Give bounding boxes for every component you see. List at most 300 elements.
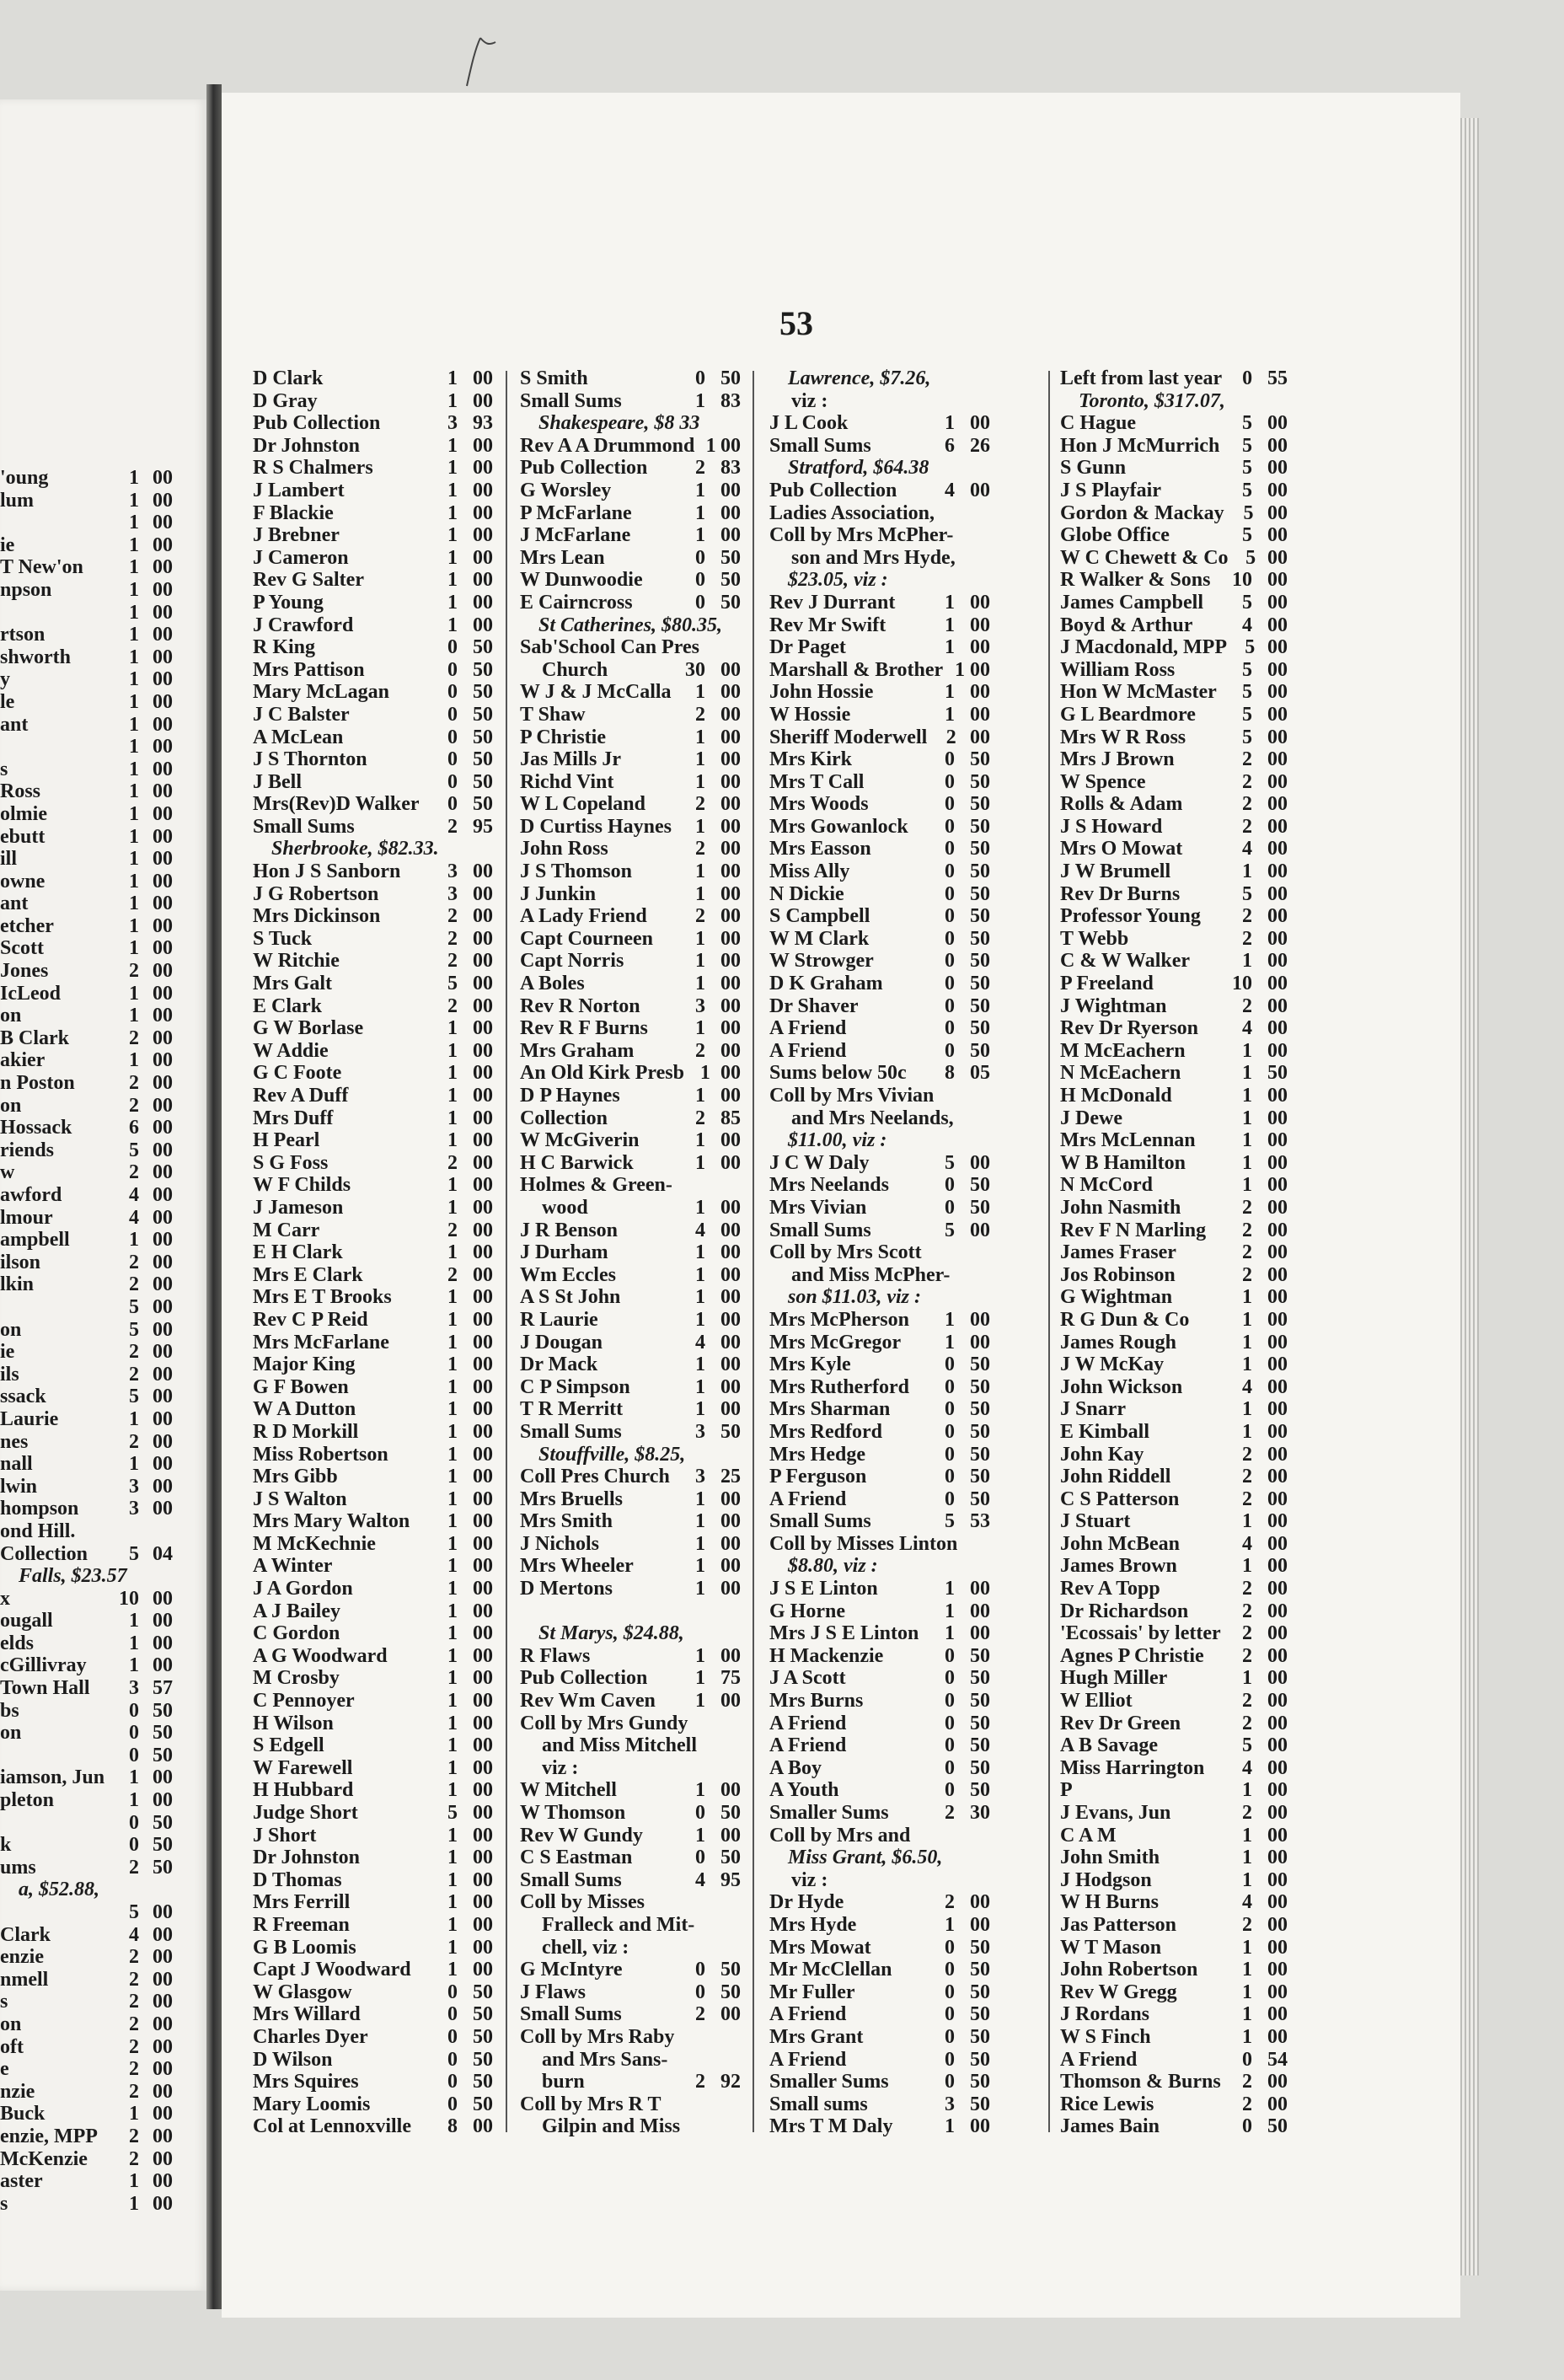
entry-dollars: 2	[1242, 994, 1252, 1017]
list-item	[1060, 1555, 1288, 1578]
entry-name: lkin	[0, 1273, 35, 1296]
entry-cents: 00	[473, 1959, 493, 1981]
entry-cents	[705, 2049, 741, 2072]
entry-cents: 00	[153, 2125, 173, 2147]
list-item	[520, 614, 741, 637]
entry-cents: 00	[720, 1824, 741, 1847]
list-item	[1060, 1466, 1288, 1488]
list-item	[520, 1645, 741, 1668]
list-item	[1060, 681, 1288, 704]
list-item	[1060, 1421, 1288, 1444]
list-item	[520, 1085, 741, 1107]
entry-cents: 00	[720, 681, 741, 704]
list-item	[520, 390, 741, 413]
entry-dollars	[924, 1286, 955, 1309]
list-item	[253, 1891, 493, 1914]
list-item	[769, 973, 990, 995]
entry-dollars: 0	[1242, 2115, 1252, 2138]
entry-name: Mrs O Mowat	[1060, 838, 1183, 860]
list-item	[253, 1129, 493, 1152]
entry-name: Coll by Mrs Vivian	[769, 1085, 935, 1107]
entry-cents: 00	[720, 973, 741, 995]
entry-name: ssack	[0, 1386, 46, 1408]
entry-cents: 50	[473, 658, 493, 681]
entry-dollars	[439, 838, 464, 860]
entry-cents	[708, 2115, 741, 2138]
entry-cents: 00	[473, 1398, 493, 1421]
entry-cents: 50	[970, 2071, 990, 2093]
list-item	[1060, 2093, 1288, 2116]
entry-name: Mrs Burns	[769, 1690, 864, 1713]
entry-cents: 00	[720, 927, 741, 950]
entry-dollars: 0	[945, 1174, 955, 1197]
entry-dollars: 1	[447, 524, 458, 547]
entry-name: s	[0, 2192, 8, 2215]
entry-name: W A Dutton	[253, 1398, 356, 1421]
entry-name: and Mrs Neelands,	[791, 1107, 954, 1129]
entry-name: Rev C P Reid	[253, 1308, 368, 1331]
entry-name: Rev Dr Ryerson	[1060, 1017, 1199, 1040]
entry-name: W Dunwoodie	[520, 569, 643, 592]
entry-cents: 00	[473, 927, 493, 950]
entry-name: Charles Dyer	[253, 2025, 368, 2048]
entry-dollars: 0	[447, 2048, 458, 2071]
entry-cents: 00	[473, 973, 493, 995]
entry-dollars: 1	[1242, 1129, 1252, 1152]
entry-cents: 00	[473, 479, 493, 501]
entry-dollars: 0	[695, 1959, 705, 1981]
list-item	[769, 412, 990, 435]
list-item	[769, 1376, 990, 1399]
entry-dollars: 5	[129, 1295, 139, 1318]
entry-cents: 50	[970, 2093, 990, 2115]
list-item	[1060, 1129, 1288, 1152]
entry-cents: 00	[1267, 412, 1288, 435]
entry-name: Hossack	[0, 1117, 72, 1139]
list-item	[253, 838, 493, 860]
entry-name: N McCord	[1060, 1174, 1153, 1197]
entry-dollars	[934, 1085, 960, 1107]
entry-dollars: 2	[1242, 1263, 1252, 1286]
entry-cents: 04	[153, 1542, 173, 1565]
entry-name: Dr Richardson	[1060, 1600, 1189, 1622]
entry-name: D Curtiss Haynes	[520, 815, 672, 838]
entry-name: W Hossie	[769, 703, 851, 726]
entry-name: J Hodgson	[1060, 1868, 1152, 1891]
entry-name: Mrs McPherson	[769, 1308, 909, 1331]
entry-dollars: 1	[447, 1085, 458, 1107]
entry-dollars: 4	[945, 479, 955, 501]
entry-name: A Youth	[769, 1779, 839, 1802]
entry-cents: 50	[720, 1802, 741, 1824]
list-item	[520, 524, 741, 547]
entry-dollars: 1	[447, 1308, 458, 1331]
entry-cents: 50	[720, 1959, 741, 1981]
entry-name: J S E Linton	[769, 1578, 878, 1600]
entry-name: chell, viz :	[542, 1936, 629, 1959]
list-item	[520, 726, 741, 749]
entry-name: Ross	[0, 780, 41, 803]
entry-name: St Marys, $24.88,	[538, 1622, 684, 1645]
entry-cents	[972, 1533, 990, 1556]
entry-name: Mrs T M Daly	[769, 2115, 893, 2138]
entry-cents: 00	[1267, 1375, 1288, 1398]
entry-name: Mr McClellan	[769, 1959, 892, 1981]
entry-name: T Webb	[1060, 927, 1129, 950]
entry-name: pleton	[0, 1789, 55, 1812]
entry-dollars: 4	[1242, 1532, 1252, 1555]
entry-cents: 00	[1267, 1308, 1288, 1331]
entry-dollars	[924, 1869, 955, 1892]
entry-cents: 00	[1267, 1891, 1288, 1914]
entry-dollars: 1	[695, 389, 705, 412]
page-edges	[1460, 118, 1479, 2275]
entry-cents: 00	[153, 690, 173, 713]
entry-dollars: 1	[954, 658, 965, 681]
entry-cents: 00	[1267, 1466, 1288, 1488]
entry-cents	[960, 1085, 990, 1107]
entry-name: on	[0, 1094, 22, 1117]
entry-name: S Smith	[520, 367, 588, 389]
list-item	[253, 1847, 493, 1869]
entry-dollars: 2	[945, 726, 956, 748]
entry-cents: 00	[153, 2080, 173, 2103]
entry-dollars: 1	[447, 1600, 458, 1622]
entry-cents: 00	[473, 882, 493, 905]
entry-cents: 00	[720, 434, 741, 457]
left-page-column	[0, 467, 173, 2215]
list-item	[769, 1981, 990, 2004]
entry-cents: 00	[473, 1017, 493, 1040]
entry-dollars: 2	[695, 1039, 705, 1062]
entry-dollars: 1	[129, 489, 139, 512]
entry-dollars	[929, 457, 957, 480]
page-number: 53	[779, 304, 813, 342]
entry-cents: 00	[473, 1868, 493, 1891]
entry-dollars: 2	[1242, 1466, 1252, 1488]
list-item	[0, 1901, 173, 1924]
entry-name: G C Foote	[253, 1062, 342, 1085]
list-item	[0, 1341, 173, 1364]
entry-cents: 00	[153, 937, 173, 960]
entry-name: ie	[0, 533, 15, 556]
entry-name: Small Sums	[769, 434, 871, 457]
list-item	[520, 1107, 741, 1130]
entry-name: R S Chalmers	[253, 457, 373, 480]
entry-name: bs	[0, 1699, 19, 1722]
list-item	[0, 1520, 173, 1543]
list-item	[1060, 995, 1288, 1018]
entry-dollars: 2	[447, 994, 458, 1017]
entry-name: Collection	[520, 1107, 608, 1129]
list-item	[1060, 1197, 1288, 1219]
entry-dollars	[956, 547, 972, 570]
entry-cents: 00	[153, 1587, 173, 1610]
entry-dollars	[680, 2115, 708, 2138]
entry-cents: 50	[970, 1734, 990, 1757]
list-item	[1060, 905, 1288, 928]
list-item	[769, 524, 990, 547]
entry-cents: 00	[153, 1229, 173, 1252]
entry-cents: 00	[720, 1219, 741, 1241]
list-item	[769, 883, 990, 906]
entry-name: Mrs Duff	[253, 1107, 334, 1129]
entry-name: P McFarlane	[520, 501, 632, 524]
entry-cents	[968, 1264, 990, 1287]
list-item	[769, 1241, 990, 1264]
entry-cents: 00	[153, 870, 173, 892]
entry-dollars: 4	[129, 1184, 139, 1206]
list-item	[1060, 2003, 1288, 2026]
entry-dollars: 2	[945, 1802, 955, 1824]
entry-name: P Christie	[520, 726, 606, 748]
entry-cents	[705, 2026, 741, 2049]
list-item	[520, 502, 741, 525]
entry-dollars: 1	[695, 815, 705, 838]
entry-name: R King	[253, 636, 316, 659]
entry-name: Hon J McMurrich	[1060, 434, 1220, 457]
entry-name: W H Burns	[1060, 1891, 1159, 1914]
entry-dollars: 0	[447, 1981, 458, 2003]
list-item	[520, 950, 741, 973]
entry-dollars: 2	[447, 905, 458, 928]
entry-cents: 00	[1267, 1017, 1288, 1040]
entry-cents	[955, 1825, 990, 1847]
entry-name: Pub Collection	[253, 412, 381, 435]
entry-name: awford	[0, 1184, 62, 1206]
entry-dollars: 1	[695, 748, 705, 771]
entry-cents: 50	[970, 1039, 990, 1062]
list-item	[1060, 1398, 1288, 1421]
entry-cents: 00	[1267, 748, 1288, 771]
list-item	[0, 1364, 173, 1386]
entry-cents: 00	[720, 1398, 741, 1421]
list-item	[769, 1690, 990, 1713]
entry-cents: 00	[970, 1151, 990, 1174]
entry-cents: 50	[970, 2025, 990, 2048]
entry-dollars: 5	[945, 1219, 955, 1241]
list-item	[0, 2193, 173, 2216]
entry-cents: 50	[720, 1981, 741, 2003]
entry-name: J Brebner	[253, 524, 340, 547]
entry-cents: 00	[970, 681, 990, 704]
entry-dollars: 3	[695, 1420, 705, 1443]
list-item	[0, 2081, 173, 2104]
entry-cents: 00	[1267, 1174, 1288, 1197]
entry-cents: 00	[473, 1308, 493, 1331]
list-item	[769, 2003, 990, 2026]
entry-name: T Shaw	[520, 703, 586, 726]
entry-name: H Hubbard	[253, 1779, 354, 1802]
entry-dollars: 2	[129, 1072, 139, 1095]
list-item	[0, 1677, 173, 1700]
entry-cents: 00	[153, 1407, 173, 1430]
entry-name: Mrs Grant	[769, 2025, 864, 2048]
list-item	[1060, 1085, 1288, 1107]
entry-dollars: 1	[695, 1085, 705, 1107]
list-item	[0, 2013, 173, 2036]
list-item	[520, 1847, 741, 1869]
entry-cents: 00	[1267, 927, 1288, 950]
entry-cents: 50	[970, 815, 990, 838]
entry-name: C Pennoyer	[253, 1690, 355, 1713]
entry-cents: 00	[153, 2147, 173, 2170]
list-item	[253, 1398, 493, 1421]
entry-dollars: 0	[695, 1981, 705, 2003]
entry-dollars: 2	[129, 1430, 139, 1453]
entry-dollars: 2	[129, 2147, 139, 2170]
entry-dollars: 1	[695, 1644, 705, 1667]
entry-name: and Miss McPher-	[791, 1263, 951, 1286]
entry-name: John Nasmith	[1060, 1196, 1181, 1219]
list-item	[1060, 1914, 1288, 1937]
entry-dollars: 1	[129, 1610, 139, 1632]
list-item	[520, 1713, 741, 1735]
entry-cents: 00	[1267, 882, 1288, 905]
entry-dollars: 1	[695, 1375, 705, 1398]
list-item	[1060, 1241, 1288, 1264]
list-item	[253, 2026, 493, 2049]
entry-dollars: 2	[1242, 1443, 1252, 1466]
entry-name	[0, 1745, 114, 1767]
entry-name: W L Copeland	[520, 793, 645, 816]
entry-dollars: 2	[695, 1107, 705, 1129]
entry-name: Mrs Kirk	[769, 748, 852, 771]
list-item	[769, 614, 990, 637]
list-item	[0, 2125, 173, 2148]
entry-dollars: 10	[119, 1587, 139, 1610]
entry-name: P Freeland	[1060, 973, 1154, 995]
entry-name: W Strowger	[769, 950, 874, 973]
entry-name: Mrs J S E Linton	[769, 1622, 919, 1645]
entry-name: J Wightman	[1060, 994, 1167, 1017]
list-item	[520, 1488, 741, 1511]
entry-name: Capt Norris	[520, 950, 624, 973]
entry-dollars: 1	[695, 1286, 705, 1309]
entry-name: C S Patterson	[1060, 1488, 1180, 1510]
entry-cents: 50	[970, 1353, 990, 1376]
entry-dollars: 0	[945, 793, 955, 816]
entry-dollars: 2	[447, 927, 458, 950]
list-item	[253, 1332, 493, 1354]
entry-dollars: 1	[129, 668, 139, 691]
list-item	[769, 1645, 990, 1668]
list-item	[769, 704, 990, 726]
entry-cents: 00	[970, 658, 990, 681]
entry-name: Mrs Galt	[253, 973, 332, 995]
entry-name: Dr Mack	[520, 1353, 598, 1376]
entry-name	[0, 1812, 114, 1835]
entry-name: R Freeman	[253, 1913, 350, 1936]
list-item	[0, 1072, 173, 1095]
entry-dollars: 2	[1242, 1802, 1252, 1824]
entry-cents: 00	[1267, 1959, 1288, 1981]
entry-dollars: 2	[1242, 1690, 1252, 1713]
entry-name	[0, 512, 114, 534]
entry-dollars: 4	[695, 1331, 705, 1353]
entry-dollars: 3	[695, 994, 705, 1017]
entry-name: A Friend	[769, 2048, 847, 2071]
entry-name: J W McKay	[1060, 1353, 1165, 1376]
list-item	[769, 928, 990, 951]
entry-name: Hon W McMaster	[1060, 681, 1217, 704]
list-item	[520, 367, 741, 390]
entry-dollars: 1	[447, 1443, 458, 1466]
entry-name: enzie	[0, 1946, 44, 1969]
entry-cents: 00	[720, 793, 741, 816]
entry-cents: 00	[153, 1946, 173, 1969]
entry-dollars: 1	[129, 1654, 139, 1677]
entry-cents: 00	[473, 905, 493, 928]
entry-name: J Short	[253, 1824, 317, 1847]
entry-name: Mrs Gowanlock	[769, 815, 908, 838]
entry-cents: 50	[970, 1398, 990, 1421]
list-item	[769, 636, 990, 659]
entry-dollars	[675, 2049, 705, 2072]
list-item	[1060, 2026, 1288, 2049]
entry-name: Left from last year	[1060, 367, 1223, 389]
entry-cents: 50	[970, 1981, 990, 2003]
entry-dollars: 1	[1242, 1847, 1252, 1869]
entry-cents: 00	[1267, 636, 1288, 659]
entry-cents: 00	[153, 1968, 173, 1991]
entry-cents: 00	[720, 815, 741, 838]
entry-dollars: 1	[695, 726, 705, 748]
entry-name: C S Eastman	[520, 1847, 633, 1869]
entry-cents: 00	[473, 1847, 493, 1869]
list-item	[520, 1264, 741, 1287]
entry-name: D Thomas	[253, 1868, 342, 1891]
entry-name: Buck	[0, 2103, 46, 2125]
entry-name: A Friend	[769, 1017, 847, 1040]
entry-dollars: 1	[695, 973, 705, 995]
entry-cents: 00	[153, 1318, 173, 1341]
list-item	[253, 2115, 493, 2138]
entry-name: Rev G Salter	[253, 569, 364, 592]
list-item	[520, 2026, 741, 2049]
entry-cents: 50	[970, 793, 990, 816]
entry-dollars: 0	[695, 367, 705, 389]
entry-cents: 00	[153, 982, 173, 1005]
entry-name: Small Sums	[769, 1219, 871, 1241]
entry-cents: 00	[473, 1174, 493, 1197]
entry-cents: 00	[970, 591, 990, 614]
entry-name: Mrs Mary Walton	[253, 1510, 410, 1533]
entry-cents	[712, 1713, 741, 1735]
list-item	[769, 1891, 990, 1914]
entry-name: Mrs Gibb	[253, 1466, 338, 1488]
entry-dollars: 1	[129, 982, 139, 1005]
entry-dollars: 2	[129, 1094, 139, 1117]
entry-cents: 00	[1267, 1802, 1288, 1824]
list-item	[520, 1174, 741, 1197]
entry-cents: 00	[1267, 457, 1288, 480]
entry-cents: 00	[153, 825, 173, 848]
entry-cents: 00	[1267, 1107, 1288, 1129]
entry-name: Dr Johnston	[253, 434, 360, 457]
entry-dollars: 1	[1242, 1353, 1252, 1376]
list-item	[769, 1578, 990, 1600]
entry-cents: 00	[720, 2003, 741, 2026]
list-item	[253, 681, 493, 704]
list-item	[769, 2049, 990, 2072]
entry-dollars: 2	[1242, 1488, 1252, 1510]
list-item	[253, 636, 493, 659]
list-item	[1060, 1959, 1288, 1981]
entry-name: Mrs Mowat	[769, 1936, 871, 1959]
entry-dollars: 0	[695, 591, 705, 614]
list-item	[520, 1802, 741, 1825]
